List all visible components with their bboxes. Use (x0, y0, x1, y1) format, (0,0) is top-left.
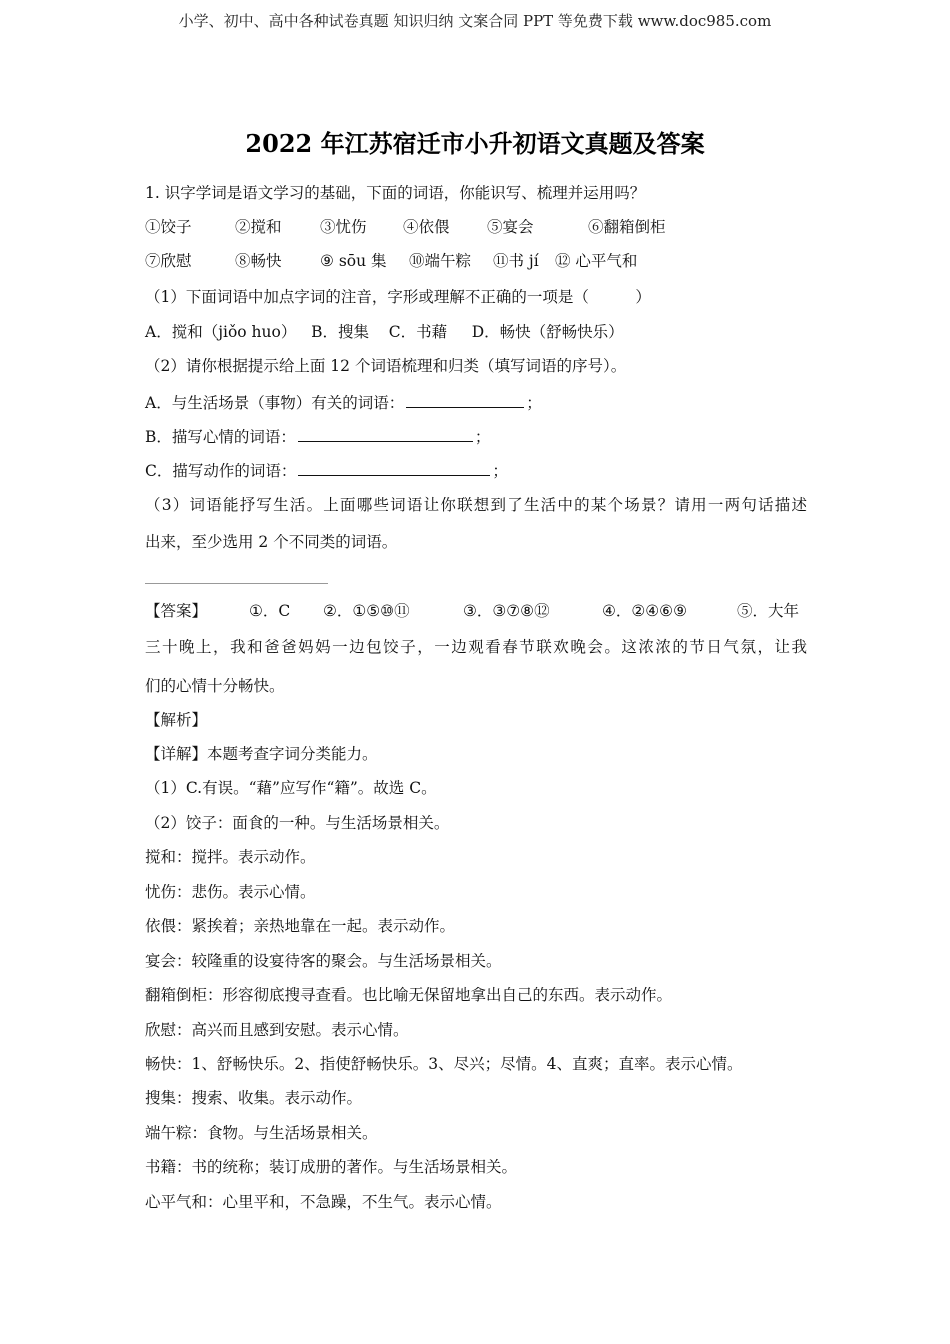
sub-question-2c (145, 459, 508, 481)
sub-question-3-line2: 出来，至少选用 2 个不同类的词语。 (145, 533, 398, 551)
sub-question-2a-label: A．与生活场景（事物）有关的词语： (145, 394, 405, 412)
answer-blank[interactable] (406, 391, 524, 408)
page-title: 2022 年江苏宿迁市小升初语文真题及答案 (245, 129, 705, 158)
analysis-line: （1）C.有误。“藉”应写作“籍”。故选 C。 (145, 779, 437, 797)
analysis-line: 欣慰：高兴而且感到安慰。表示心情。 (145, 1021, 409, 1039)
answer-item: ①．C (249, 602, 291, 620)
word-item: ⑦欣慰 (145, 252, 192, 270)
analysis-line: 端午粽：食物。与生活场景相关。 (145, 1124, 378, 1142)
analysis-line: 依偎：紧挨着；亲热地靠在一起。表示动作。 (145, 917, 456, 935)
answer-item: ③．③⑦⑧⑫ (463, 602, 550, 620)
answer-text-line3: 们的心情十分畅快。 (145, 677, 285, 695)
sub-question-2c-label: C．描写动作的词语： (145, 462, 297, 480)
analysis-line: 搜集：搜索、收集。表示动作。 (145, 1089, 363, 1107)
sub-question-2: （2）请你根据提示给上面 12 个词语梳理和归类（填写词语的序号）。 (145, 357, 627, 375)
word-item: ⑫ 心平气和 (555, 252, 638, 270)
word-item: ⑨ sōu 集 (320, 252, 387, 270)
analysis-line: 搅和：搅拌。表示动作。 (145, 848, 316, 866)
answer-item: ②．①⑤⑩⑪ (323, 602, 410, 620)
analysis-line: 忧伤：悲伤。表示心情。 (145, 883, 316, 901)
word-item: ④依偎 (403, 218, 450, 236)
semicolon: ； (474, 428, 491, 446)
analysis-line: 心平气和：心里平和，不急躁，不生气。表示心情。 (145, 1193, 502, 1211)
analysis-label: 【解析】 (145, 711, 208, 729)
answer-blank[interactable] (298, 459, 490, 476)
answer-label: 【答案】 (145, 602, 208, 620)
section-divider (145, 583, 328, 584)
word-item: ①饺子 (145, 218, 192, 236)
analysis-line: 【详解】本题考查字词分类能力。 (145, 745, 378, 763)
word-item: ⑤宴会 (487, 218, 534, 236)
semicolon: ； (492, 462, 508, 480)
word-item: ⑩端午粽 (409, 252, 472, 270)
sub-question-2b (145, 425, 490, 447)
question-stem: 1. 识字学词是语文学习的基础，下面的词语，你能识写、梳理并运用吗？ (145, 184, 646, 202)
answer-item: ⑤．大年 (737, 602, 800, 620)
sub-question-2a (145, 391, 542, 413)
sub-question-2b-label: B．描写心情的词语： (145, 428, 296, 446)
sub-question-1: （1）下面词语中加点字词的注音，字形或理解不正确的一项是（ ） (145, 288, 651, 306)
word-item: ⑧畅快 (235, 252, 282, 270)
analysis-line: 书籍：书的统称；装订成册的著作。与生活场景相关。 (145, 1158, 518, 1176)
sub-question-1-options: A．搅和（jiǒo huo） B．搜集 C．书藉 D．畅快（舒畅快乐） (145, 323, 624, 341)
word-item: ②搅和 (235, 218, 282, 236)
sub-question-3-line1: （3）词语能抒写生活。上面哪些词语让你联想到了生活中的某个场景？请用一两句话描述 (145, 496, 807, 514)
answer-item: ④．②④⑥⑨ (602, 602, 687, 620)
semicolon: ； (526, 394, 542, 412)
word-item: ③忧伤 (320, 218, 367, 236)
analysis-line: 翻箱倒柜：形容彻底搜寻查看。也比喻无保留地拿出自己的东西。表示动作。 (145, 986, 673, 1004)
answer-blank[interactable] (298, 425, 473, 442)
analysis-line: 宴会：较隆重的设宴待客的聚会。与生活场景相关。 (145, 952, 502, 970)
word-item: ⑪书 jí (493, 252, 539, 270)
page-header-banner: 小学、初中、高中各种试卷真题 知识归纳 文案合同 PPT 等免费下载 www.doc985.com (178, 12, 772, 30)
answer-text-line2: 三十晚上，我和爸爸妈妈一边包饺子，一边观看春节联欢晚会。这浓浓的节日气氛，让我 (145, 638, 807, 656)
analysis-line: （2）饺子：面食的一种。与生活场景相关。 (145, 814, 450, 832)
analysis-line: 畅快：1、舒畅快乐。2、指使舒畅快乐。3、尽兴；尽情。4、直爽；直率。表示心情。 (145, 1055, 743, 1073)
word-item: ⑥翻箱倒柜 (588, 218, 666, 236)
